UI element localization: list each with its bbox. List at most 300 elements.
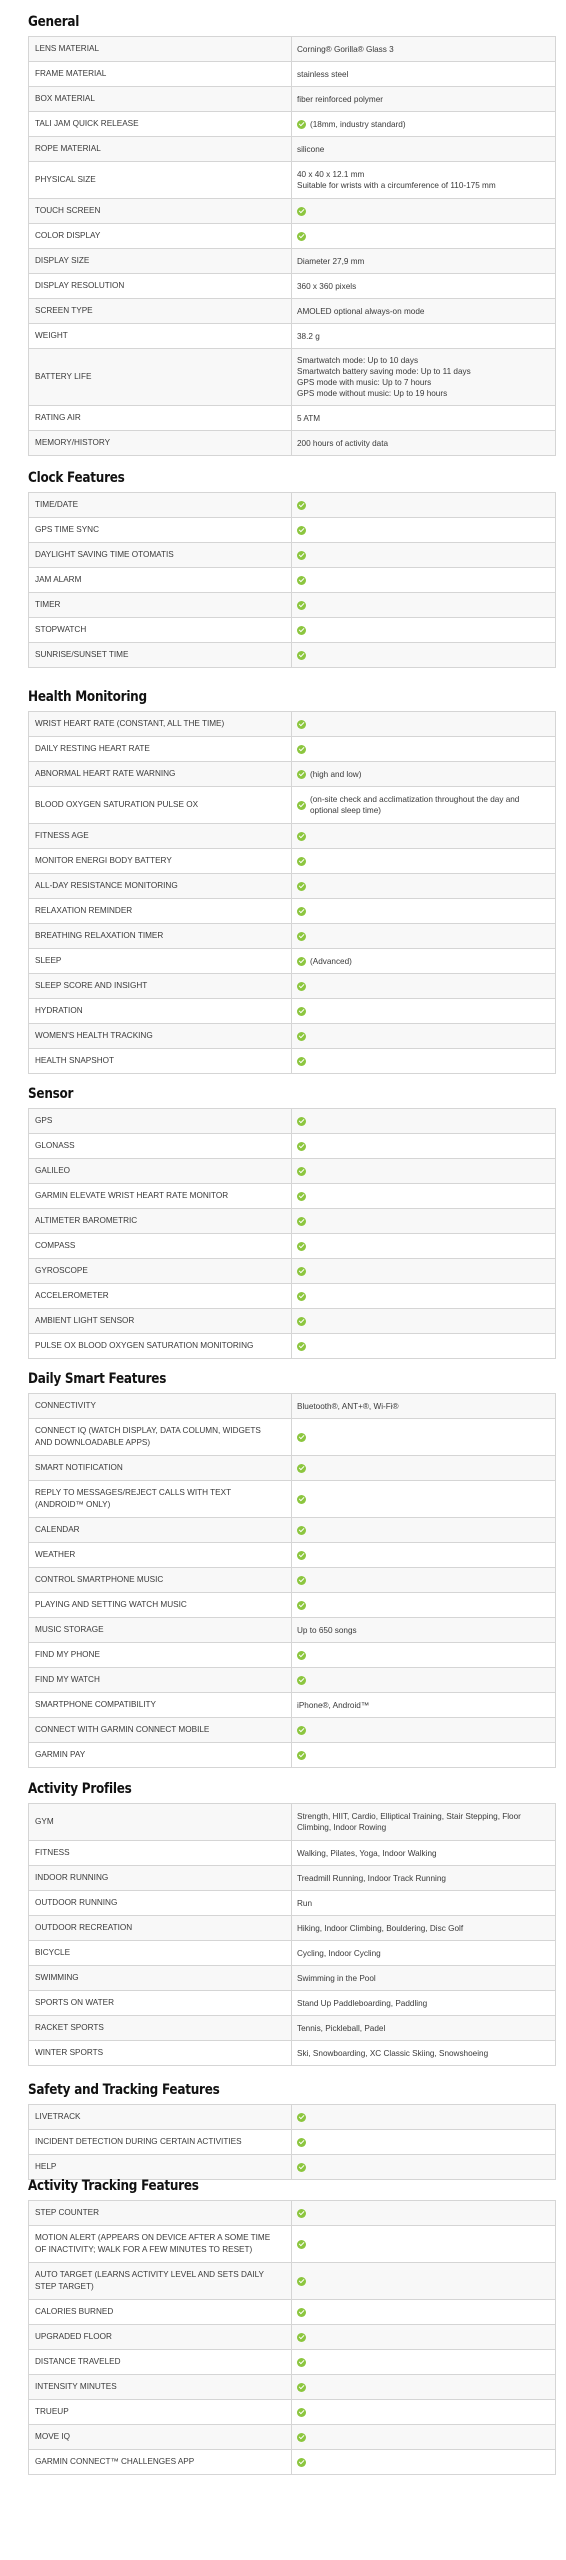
check-icon	[297, 2209, 306, 2218]
check-icon	[297, 932, 306, 941]
section-title: General	[28, 14, 80, 30]
section-title: Activity Profiles	[28, 1781, 132, 1797]
spec-value-text: Diameter 27,9 mm	[297, 256, 365, 266]
spec-label-connect-with-garmin-connect-mobile	[29, 1718, 292, 1742]
spec-value	[292, 2400, 555, 2424]
table-row	[29, 542, 555, 567]
spec-label-text: PULSE OX BLOOD OXYGEN SATURATION MONITORING	[35, 1341, 254, 1350]
spec-table-general	[28, 36, 556, 456]
spec-value	[292, 2263, 555, 2299]
spec-label-auto-target-learns-activity-level-and-sets-daily-step-target	[29, 2263, 292, 2299]
spec-label-all-day-resistance-monitoring	[29, 874, 292, 898]
check-icon	[297, 770, 306, 779]
spec-value	[292, 137, 555, 161]
check-icon	[297, 207, 306, 216]
spec-label-blood-oxygen-saturation-pulse-ox	[29, 787, 292, 823]
spec-value	[292, 1718, 555, 1742]
table-row	[29, 1865, 555, 1890]
table-row	[29, 1940, 555, 1965]
spec-value	[292, 1643, 555, 1667]
check-icon	[297, 501, 306, 510]
spec-label-text: TOUCH SCREEN	[35, 206, 101, 215]
spec-label-motion-alert-appears-on-device-after-a-some-time-of-inactivi	[29, 2226, 292, 2262]
spec-label-text: CALORIES BURNED	[35, 2307, 114, 2316]
table-row	[29, 1109, 555, 1133]
spec-label-garmin-pay	[29, 1743, 292, 1767]
spec-label-physical-size	[29, 162, 292, 198]
check-icon	[297, 1676, 306, 1685]
check-icon	[297, 2138, 306, 2147]
spec-label-text: FITNESS	[35, 1848, 70, 1857]
spec-value-text: 360 x 360 pixels	[297, 281, 357, 291]
spec-value	[292, 1804, 555, 1840]
spec-label-breathing-relaxation-timer	[29, 924, 292, 948]
table-row	[29, 1642, 555, 1667]
table-row	[29, 1133, 555, 1158]
spec-label-text: GYM	[35, 1817, 54, 1826]
spec-label-calendar	[29, 1518, 292, 1542]
spec-label-color-display	[29, 224, 292, 248]
check-icon	[297, 1032, 306, 1041]
spec-label-bicycle	[29, 1941, 292, 1965]
spec-value	[292, 431, 555, 455]
check-icon	[297, 720, 306, 729]
check-icon	[297, 2383, 306, 2392]
spec-label-text: SWIMMING	[35, 1973, 79, 1982]
spec-value	[292, 2016, 555, 2040]
spec-value-text: Run	[297, 1898, 313, 1908]
spec-value	[292, 949, 555, 973]
table-row	[29, 2399, 555, 2424]
spec-label-text: REPLY TO MESSAGES/REJECT CALLS WITH TEXT (ANDROID™ ONLY)	[35, 1488, 232, 1509]
spec-value	[292, 406, 555, 430]
spec-value	[292, 2201, 555, 2225]
spec-value	[292, 874, 555, 898]
table-row	[29, 1158, 555, 1183]
spec-value	[292, 1159, 555, 1183]
section-title: Sensor	[28, 1086, 74, 1102]
spec-value	[292, 518, 555, 542]
spec-label-glonass	[29, 1134, 292, 1158]
spec-label-text: UPGRADED FLOOR	[35, 2332, 112, 2341]
spec-label-distance-traveled	[29, 2350, 292, 2374]
table-row	[29, 1915, 555, 1940]
spec-value	[292, 199, 555, 223]
spec-value	[292, 712, 555, 736]
spec-value	[292, 643, 555, 667]
check-icon	[297, 2240, 306, 2249]
spec-table-clock	[28, 492, 556, 668]
spec-value	[292, 37, 555, 61]
check-icon	[297, 1167, 306, 1176]
table-row	[29, 2040, 555, 2065]
spec-value	[292, 1618, 555, 1642]
spec-value	[292, 1049, 555, 1073]
spec-label-connect-iq-watch-display-data-column-widgets-and-downloadabl	[29, 1419, 292, 1455]
spec-label-fitness-age	[29, 824, 292, 848]
spec-label-outdoor-running	[29, 1891, 292, 1915]
spec-label-text: ACCELEROMETER	[35, 1291, 109, 1300]
spec-label-text: SUNRISE/SUNSET TIME	[35, 650, 129, 659]
table-row	[29, 2129, 555, 2154]
check-icon	[297, 651, 306, 660]
section-title: Safety and Tracking Features	[28, 2082, 220, 2098]
spec-label-time-date	[29, 493, 292, 517]
table-row	[29, 493, 555, 517]
spec-value-text: AMOLED optional always-on mode	[297, 306, 425, 316]
table-row	[29, 1617, 555, 1642]
spec-label-text: STOPWATCH	[35, 625, 87, 634]
spec-label-accelerometer	[29, 1284, 292, 1308]
table-row	[29, 1233, 555, 1258]
spec-label-incident-detection-during-certain-activities	[29, 2130, 292, 2154]
spec-label-text: PLAYING AND SETTING WATCH MUSIC	[35, 1600, 187, 1609]
spec-table-sensor	[28, 1108, 556, 1359]
spec-value	[292, 1916, 555, 1940]
table-row	[29, 1990, 555, 2015]
check-icon	[297, 1217, 306, 1226]
spec-value	[292, 1134, 555, 1158]
spec-label-galileo	[29, 1159, 292, 1183]
spec-label-text: CONTROL SMARTPHONE MUSIC	[35, 1575, 164, 1584]
spec-value	[292, 1309, 555, 1333]
check-icon	[297, 1267, 306, 1276]
spec-value-text: 200 hours of activity data	[297, 438, 389, 448]
spec-label-smart-notification	[29, 1456, 292, 1480]
spec-label-text: TALI JAM QUICK RELEASE	[35, 119, 139, 128]
spec-value-text: Smartwatch mode: Up to 10 days Smartwatch battery saving mode: Up to 11 days GPS mode with music: Up to 7 hours GPS mode without music: Up to 19 hours	[297, 356, 471, 398]
spec-value	[292, 1593, 555, 1617]
check-icon	[297, 1726, 306, 1735]
spec-label-trueup	[29, 2400, 292, 2424]
spec-label-garmin-elevate-wrist-heart-rate-monitor	[29, 1184, 292, 1208]
table-row	[29, 248, 555, 273]
spec-label-music-storage	[29, 1618, 292, 1642]
spec-label-text: CONNECT WITH GARMIN CONNECT MOBILE	[35, 1725, 210, 1734]
spec-label-text: WEIGHT	[35, 331, 68, 340]
spec-label-text: MONITOR ENERGI BODY BATTERY	[35, 856, 172, 865]
spec-label-text: CONNECT IQ (WATCH DISPLAY, DATA COLUMN, WIDGETS AND DOWNLOADABLE APPS)	[35, 1426, 261, 1447]
spec-label-women-s-health-tracking	[29, 1024, 292, 1048]
table-row	[29, 298, 555, 323]
spec-label-fitness	[29, 1841, 292, 1865]
spec-label-daylight-saving-time-otomatis	[29, 543, 292, 567]
check-icon	[297, 957, 306, 966]
spec-label-winter-sports	[29, 2041, 292, 2065]
check-icon	[297, 120, 306, 129]
table-row	[29, 1023, 555, 1048]
check-icon	[297, 1576, 306, 1585]
spec-label-sleep-score-and-insight	[29, 974, 292, 998]
spec-label-altimeter-barometric	[29, 1209, 292, 1233]
spec-value-text: Hiking, Indoor Climbing, Bouldering, Disc Golf	[297, 1923, 464, 1933]
table-row	[29, 567, 555, 592]
spec-value	[292, 2300, 555, 2324]
spec-value	[292, 762, 555, 786]
spec-value	[292, 2450, 555, 2474]
spec-table-tracking	[28, 2200, 556, 2475]
spec-value	[292, 787, 555, 823]
spec-label-gps	[29, 1109, 292, 1133]
spec-label-find-my-watch	[29, 1668, 292, 1692]
spec-value	[292, 2041, 555, 2065]
spec-value	[292, 849, 555, 873]
spec-label-text: JAM ALARM	[35, 575, 82, 584]
table-row	[29, 2262, 555, 2299]
spec-label-rating-air	[29, 406, 292, 430]
spec-value	[292, 1693, 555, 1717]
spec-label-display-size	[29, 249, 292, 273]
spec-label-text: ALL-DAY RESISTANCE MONITORING	[35, 881, 178, 890]
spec-table-smart	[28, 1393, 556, 1768]
spec-value-text: 5 ATM	[297, 413, 321, 423]
spec-label-find-my-phone	[29, 1643, 292, 1667]
spec-label-text: FITNESS AGE	[35, 831, 89, 840]
spec-label-smartphone-compatibility	[29, 1693, 292, 1717]
spec-label-weather	[29, 1543, 292, 1567]
spec-label-tali-jam-quick-release	[29, 112, 292, 136]
spec-value-text: Walking, Pilates, Yoga, Indoor Walking	[297, 1848, 437, 1858]
spec-label-text: MUSIC STORAGE	[35, 1625, 104, 1634]
table-row	[29, 2324, 555, 2349]
spec-label-text: MOTION ALERT (APPEARS ON DEVICE AFTER A SOME TIME OF INACTIVITY; WALK FOR A FEW MINUTES TO RESET)	[35, 2233, 271, 2254]
spec-label-outdoor-recreation	[29, 1916, 292, 1940]
spec-label-text: HEALTH SNAPSHOT	[35, 1056, 115, 1065]
spec-label-text: ROPE MATERIAL	[35, 144, 101, 153]
spec-value	[292, 493, 555, 517]
spec-label-text: CALENDAR	[35, 1525, 80, 1534]
spec-value	[292, 1259, 555, 1283]
spec-label-text: GPS TIME SYNC	[35, 525, 99, 534]
check-icon	[297, 1292, 306, 1301]
spec-value	[292, 1209, 555, 1233]
spec-label-gym	[29, 1804, 292, 1840]
spec-table-health	[28, 711, 556, 1074]
spec-value	[292, 1841, 555, 1865]
spec-label-text: WRIST HEART RATE (CONSTANT, ALL THE TIME)	[35, 719, 225, 728]
table-row	[29, 1455, 555, 1480]
spec-value-text: Strength, HIIT, Cardio, Elliptical Training, Stair Stepping, Floor Climbing, Indoor Rowing	[297, 1812, 521, 1832]
spec-value	[292, 1668, 555, 1692]
spec-label-text: HELP	[35, 2162, 57, 2171]
spec-label-text: SPORTS ON WATER	[35, 1998, 114, 2007]
spec-label-text: OUTDOOR RECREATION	[35, 1923, 133, 1932]
spec-label-calories-burned	[29, 2300, 292, 2324]
spec-value	[292, 349, 555, 405]
spec-value	[292, 999, 555, 1023]
table-row	[29, 430, 555, 455]
spec-value	[292, 2155, 555, 2179]
spec-value	[292, 618, 555, 642]
spec-value-text: Bluetooth®, ANT+®, Wi-Fi®	[297, 1401, 399, 1411]
spec-label-text: SLEEP SCORE AND INSIGHT	[35, 981, 148, 990]
spec-label-text: ABNORMAL HEART RATE WARNING	[35, 769, 176, 778]
table-row	[29, 1592, 555, 1617]
spec-value	[292, 2226, 555, 2262]
check-icon	[297, 1526, 306, 1535]
table-row	[29, 2449, 555, 2474]
table-row	[29, 786, 555, 823]
spec-label-text: CONNECTIVITY	[35, 1401, 96, 1410]
spec-label-text: FIND MY WATCH	[35, 1675, 100, 1684]
table-row	[29, 617, 555, 642]
table-row	[29, 348, 555, 405]
check-icon	[297, 1495, 306, 1504]
section-title: Clock Features	[28, 470, 125, 486]
table-row	[29, 1717, 555, 1742]
table-row	[29, 923, 555, 948]
spec-label-monitor-energi-body-battery	[29, 849, 292, 873]
spec-value	[292, 2375, 555, 2399]
spec-label-text: GLONASS	[35, 1141, 75, 1150]
spec-value	[292, 1024, 555, 1048]
spec-label-text: DISTANCE TRAVELED	[35, 2357, 121, 2366]
spec-label-garmin-connect-challenges-app	[29, 2450, 292, 2474]
spec-value-text: iPhone®, Android™	[297, 1700, 370, 1710]
spec-value	[292, 87, 555, 111]
spec-value	[292, 1991, 555, 2015]
spec-value	[292, 2130, 555, 2154]
spec-label-intensity-minutes	[29, 2375, 292, 2399]
check-icon	[297, 1007, 306, 1016]
spec-label-connectivity	[29, 1394, 292, 1418]
spec-value-text: (high and low)	[310, 769, 362, 779]
check-icon	[297, 1117, 306, 1126]
spec-label-text: BOX MATERIAL	[35, 94, 95, 103]
spec-label-text: GYROSCOPE	[35, 1266, 88, 1275]
spec-value	[292, 1568, 555, 1592]
spec-value	[292, 62, 555, 86]
spec-label-text: DISPLAY SIZE	[35, 256, 90, 265]
table-row	[29, 2201, 555, 2225]
spec-label-help	[29, 2155, 292, 2179]
spec-value	[292, 1334, 555, 1358]
table-row	[29, 1333, 555, 1358]
spec-value	[292, 1184, 555, 1208]
spec-value	[292, 1518, 555, 1542]
check-icon	[297, 1751, 306, 1760]
spec-value-text: Tennis, Pickleball, Padel	[297, 2023, 386, 2033]
spec-label-text: STEP COUNTER	[35, 2208, 99, 2217]
spec-label-timer	[29, 593, 292, 617]
spec-label-abnormal-heart-rate-warning	[29, 762, 292, 786]
spec-value-text: Treadmill Running, Indoor Track Running	[297, 1873, 446, 1883]
spec-label-lens-material	[29, 37, 292, 61]
spec-value	[292, 2425, 555, 2449]
table-row	[29, 1804, 555, 1840]
check-icon	[297, 1057, 306, 1066]
check-icon	[297, 882, 306, 891]
spec-label-text: SMART NOTIFICATION	[35, 1463, 123, 1472]
spec-label-reply-to-messages-reject-calls-with-text-android-only	[29, 1481, 292, 1517]
spec-value	[292, 1109, 555, 1133]
table-row	[29, 2225, 555, 2262]
spec-label-daily-resting-heart-rate	[29, 737, 292, 761]
check-icon	[297, 601, 306, 610]
spec-label-text: BREATHING RELAXATION TIMER	[35, 931, 164, 940]
table-row	[29, 37, 555, 61]
spec-label-text: HYDRATION	[35, 1006, 83, 1015]
check-icon	[297, 1551, 306, 1560]
spec-value	[292, 1966, 555, 1990]
table-row	[29, 2374, 555, 2399]
spec-label-stopwatch	[29, 618, 292, 642]
spec-value-text: Up to 650 songs	[297, 1625, 357, 1635]
spec-value-text: silicone	[297, 144, 325, 154]
spec-label-text: FIND MY PHONE	[35, 1650, 100, 1659]
spec-label-weight	[29, 324, 292, 348]
table-row	[29, 161, 555, 198]
spec-label-control-smartphone-music	[29, 1568, 292, 1592]
spec-label-text: INDOOR RUNNING	[35, 1873, 109, 1882]
spec-value	[292, 224, 555, 248]
table-row	[29, 592, 555, 617]
table-row	[29, 223, 555, 248]
spec-label-text: BLOOD OXYGEN SATURATION PULSE OX	[35, 800, 199, 809]
spec-label-frame-material	[29, 62, 292, 86]
section-title: Health Monitoring	[28, 689, 147, 705]
spec-label-step-counter	[29, 2201, 292, 2225]
table-row	[29, 86, 555, 111]
spec-label-text: TRUEUP	[35, 2407, 69, 2416]
spec-value-text: (18mm, industry standard)	[310, 119, 406, 129]
spec-label-text: GPS	[35, 1116, 53, 1125]
spec-label-text: GARMIN PAY	[35, 1750, 86, 1759]
spec-value	[292, 299, 555, 323]
spec-value	[292, 924, 555, 948]
spec-value	[292, 274, 555, 298]
table-row	[29, 2015, 555, 2040]
spec-label-rope-material	[29, 137, 292, 161]
spec-label-jam-alarm	[29, 568, 292, 592]
table-row	[29, 1394, 555, 1418]
table-row	[29, 323, 555, 348]
spec-value-text: Corning® Gorilla® Glass 3	[297, 44, 394, 54]
table-row	[29, 1048, 555, 1073]
spec-value	[292, 1543, 555, 1567]
table-row	[29, 61, 555, 86]
check-icon	[297, 907, 306, 916]
table-row	[29, 1692, 555, 1717]
table-row	[29, 2424, 555, 2449]
check-icon	[297, 1342, 306, 1351]
check-icon	[297, 1242, 306, 1251]
spec-value-text: Ski, Snowboarding, XC Classic Skiing, Snowshoeing	[297, 2048, 489, 2058]
spec-label-text: TIME/DATE	[35, 500, 79, 509]
spec-table-activity	[28, 1803, 556, 2066]
spec-value	[292, 249, 555, 273]
spec-label-hydration	[29, 999, 292, 1023]
spec-value	[292, 162, 555, 198]
check-icon	[297, 1317, 306, 1326]
spec-label-text: MOVE IQ	[35, 2432, 71, 2441]
spec-label-text: BATTERY LIFE	[35, 372, 92, 381]
spec-label-box-material	[29, 87, 292, 111]
table-row	[29, 1742, 555, 1767]
spec-label-text: LIVETRACK	[35, 2112, 81, 2121]
check-icon	[297, 2308, 306, 2317]
spec-label-text: DAYLIGHT SAVING TIME OTOMATIS	[35, 550, 174, 559]
check-icon	[297, 857, 306, 866]
spec-label-text: DAILY RESTING HEART RATE	[35, 744, 150, 753]
spec-label-swimming	[29, 1966, 292, 1990]
spec-label-text: RATING AIR	[35, 413, 81, 422]
spec-label-sleep	[29, 949, 292, 973]
spec-value-text: Cycling, Indoor Cycling	[297, 1948, 381, 1958]
check-icon	[297, 2113, 306, 2122]
table-row	[29, 1517, 555, 1542]
spec-value	[292, 1941, 555, 1965]
